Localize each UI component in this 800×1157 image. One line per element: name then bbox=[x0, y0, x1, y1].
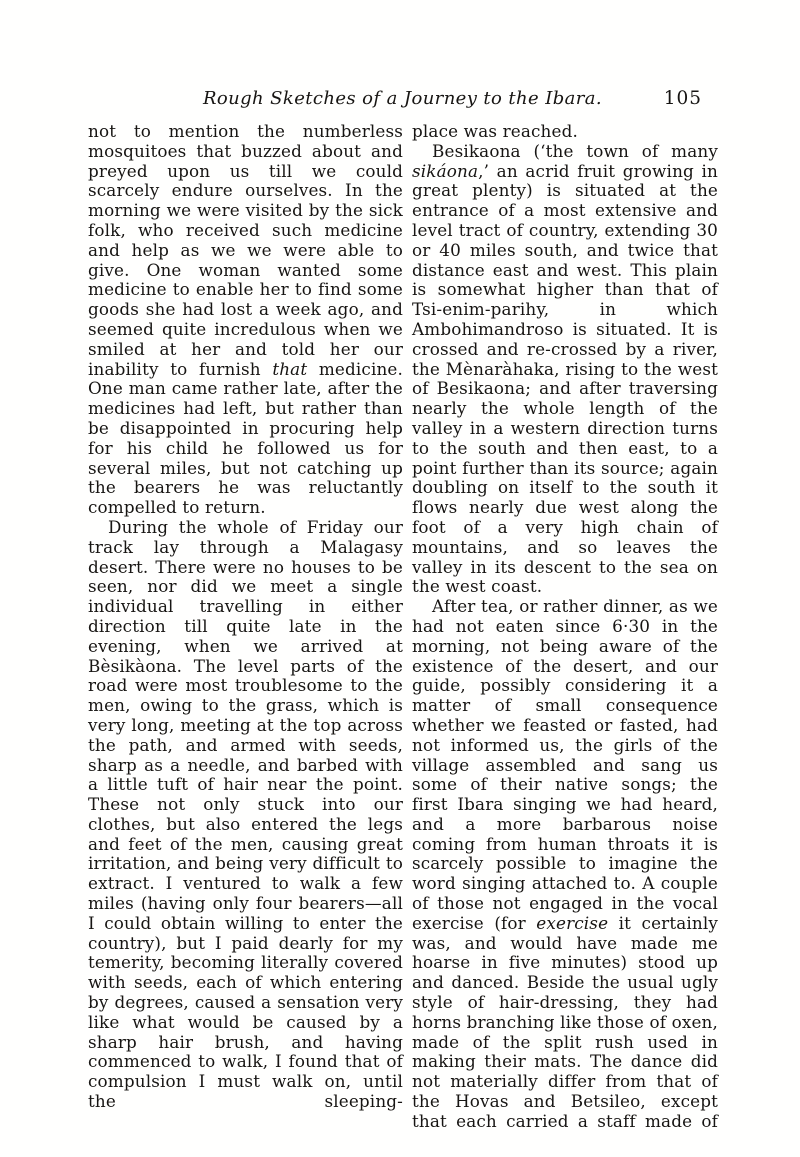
right-column bbox=[412, 122, 718, 1132]
running-title: Rough Sketches of a Journey to the Ibara. bbox=[202, 88, 603, 109]
paragraph: During the whole of Friday our track lay through a Malagasy desert. There were no houses to be seen, nor did we meet a single individual travelling in either direction till quite late in the evening, when we arrived at Bèsikàona. The level parts of the road were most troublesome to the men, owing to the grass, which is very long, meeting at the top across the path, and armed with seeds, sharp as a needle, and barbed with a little tuft of hair near the point. These not only stuck into our clothes, but also entered the legs and feet of the men, causing great irritation, and being very difficult to extract. I ventured to walk a few miles (having only four bearers—all I could obtain willing to enter the country), but I paid dearly for my temerity, becoming literally covered with seeds, each of which entering by degrees, caused a sensation very like what would be caused by a sharp hair brush, and having commenced to walk, I found that of compulsion I must walk on, until the sleeping- bbox=[88, 516, 403, 1112]
paragraph: Besikaona (‘the town of many sikáona,’ an acrid fruit growing in great plenty) is situated at the entrance of a most extensive and level tract of country, extending 30 or 40 miles south, and twice that distance east and west. This plain is somewhat higher than that of Tsi-enim-parihy, in which Ambohimandroso is situated. It is crossed and re-crossed by a river, the Mènaràhaka, rising to the west of Besikaona; and after traversing nearly the whole length of the valley in a western direction turns to the south and then east, to a point further than its source; again doubling on itself to the south it flows nearly due west along the foot of a very high chain of mountains, and so leaves the valley in its descent to the sea on the west coast. bbox=[412, 140, 718, 597]
paragraph: place was reached. bbox=[412, 121, 578, 141]
page-number: 105 bbox=[663, 88, 702, 109]
page-header bbox=[85, 88, 720, 114]
paragraph: not to mention the numberless mosquitoes that buzzed about and preyed upon us till we could scarcely endure ourselves. In the morning we were visited by the sick folk, who received such medicine and help as we we were able to give. One woman wanted some medicine to enable her to find some goods she had lost a week ago, and seemed quite incredulous when we smiled at her and told her our inability to furnish that medicine. One man came rather late, after the medicines had left, but rather than be disappointed in procuring help for his child he followed us for several miles, but not catching up the bearers he was reluctantly compelled to return. bbox=[88, 121, 403, 518]
paragraph: After tea, or rather dinner, as we had not eaten since 6·30 in the morning, not being aware of the existence of the desert, and our guide, possibly considering it a matter of small consequence whether we feasted or fasted, had not informed us, the girls of the village assembled and sang us some of their native songs; the first Ibara singing we had heard, and a more barbarous noise coming from human throats it is scarcely possible to imagine the word singing attached to. A couple of those not engaged in the vocal exercise (for exercise it certainly was, and would have made me hoarse in five minutes) stood up and danced. Beside the usual ugly style of hair-dressing, they had horns branching like those of oxen, made of the split rush used in making their mats. The dance did not materially differ from that of the Hovas and Betsileo, except that each carried a staff made of bbox=[412, 596, 718, 1131]
left-column bbox=[88, 122, 403, 1112]
